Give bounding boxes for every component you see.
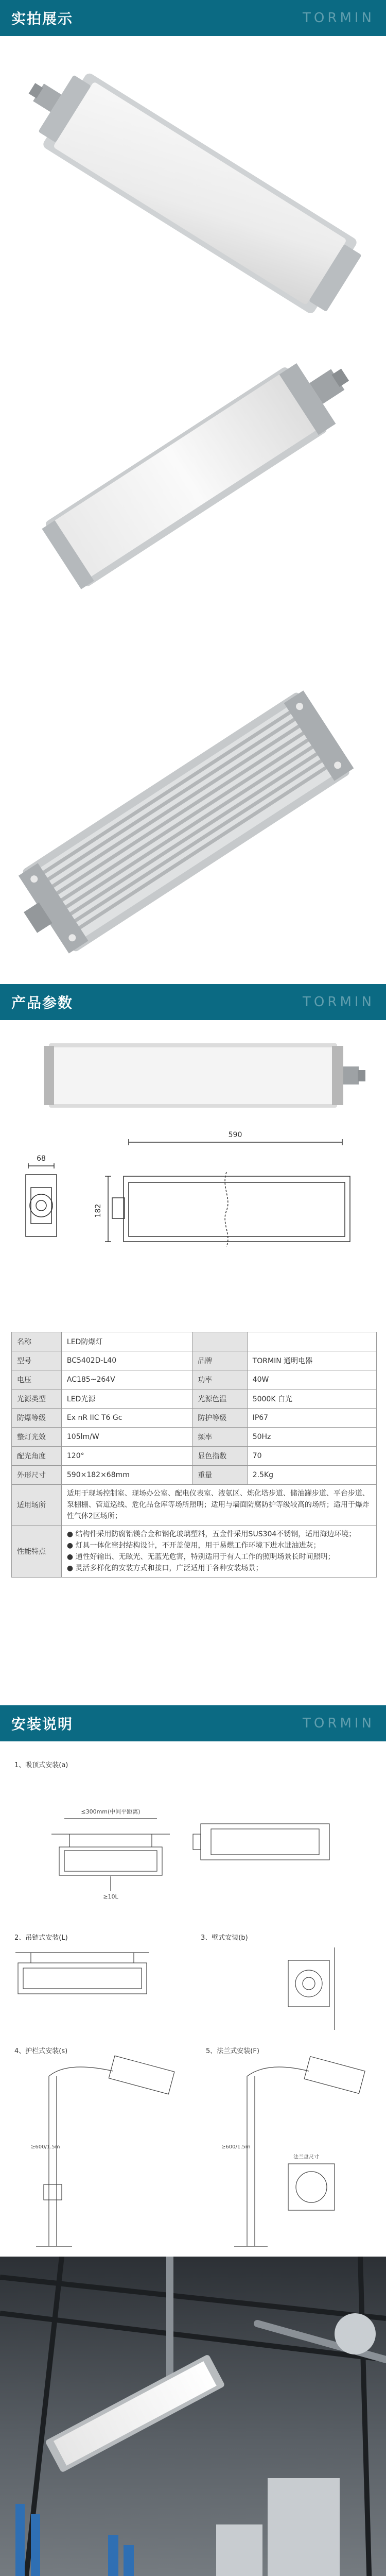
spec-label: 品牌: [192, 1351, 247, 1370]
spec-value: AC185~264V: [61, 1370, 192, 1389]
dim-label: ≤300mm(中间平距离): [81, 1808, 141, 1815]
product-photo-1: [0, 36, 386, 325]
dim-label: ≥600/1.5m: [221, 2144, 251, 2150]
spec-row: [12, 1409, 377, 1428]
feature-line: ● 灯具一体化密封结构设计，不开盖使用，用于易燃工作环境下进水进油进灰；: [66, 1541, 321, 1550]
feature-line: ● 灵活多样化的安装方式和接口，广泛适用于各种安装场景；: [66, 1564, 263, 1572]
spec-row: [12, 1389, 377, 1409]
section-header-install: [0, 1705, 386, 1741]
install-step-label: 5、法兰式安装(F): [206, 2047, 259, 2055]
spec-value: BC5402D-L40: [61, 1351, 192, 1370]
dimension-drawing: [0, 1033, 386, 1316]
lamp-image: [0, 36, 386, 325]
spec-row: [12, 1447, 377, 1466]
spec-value: 2.5Kg: [247, 1466, 376, 1485]
spec-value: [61, 1526, 376, 1578]
spec-value: 590×182×68mm: [61, 1466, 192, 1485]
spec-row: [12, 1466, 377, 1485]
spec-row-features: [12, 1526, 377, 1578]
install-step-label: 1、吸顶式安装(a): [14, 1761, 68, 1769]
factory-install-photo: [0, 2257, 386, 2576]
spec-label: 外形尺寸: [12, 1466, 62, 1485]
spec-label: 重量: [192, 1466, 247, 1485]
feature-line: ● 结构件采用防腐铝镁合金和钢化玻璃塑料，五金件采用SUS304不锈钢，适用海边环境；: [66, 1530, 356, 1538]
install-diagrams: [0, 1741, 386, 2257]
product-photo-2: [0, 325, 386, 649]
spec-label: 光源色温: [192, 1389, 247, 1409]
spec-value: 5000K 白光: [247, 1389, 376, 1409]
spec-row: [12, 1370, 377, 1389]
spec-label: 显色指数: [192, 1447, 247, 1466]
install-step-label: 2、吊链式安装(L): [14, 1934, 68, 1942]
section-title: 安装说明: [11, 1716, 74, 1733]
lamp-heatsink-image: [0, 649, 386, 974]
spec-value: [247, 1332, 376, 1351]
spec-label: 功率: [192, 1370, 247, 1389]
spec-label: 频率: [192, 1428, 247, 1447]
spec-label: 型号: [12, 1351, 62, 1370]
dim-height: 182: [94, 1204, 102, 1218]
spec-value: IP67: [247, 1409, 376, 1428]
product-photo-3: [0, 649, 386, 974]
spec-value: 70: [247, 1447, 376, 1466]
spec-value: 适用于现场控制室、现场办公室、配电仪表室、液氨区、炼化塔步道、储油罐步道、平台步道、泵棚棚、管道巡线、危化品仓库等场所照明；适用与墙面防腐防护等级较高的场所；适用于爆炸性气体2区场所；: [61, 1485, 376, 1526]
install-step-label: 3、壁式安装(b): [201, 1934, 248, 1942]
dim-length: 590: [228, 1131, 242, 1139]
spec-label: 光源类型: [12, 1389, 62, 1409]
spec-label: 电压: [12, 1370, 62, 1389]
brand-watermark: TORMIN: [303, 10, 375, 26]
spec-value: LED光源: [61, 1389, 192, 1409]
spec-value: TORMIN 通明电器: [247, 1351, 376, 1370]
spec-label: 适用场所: [12, 1485, 62, 1526]
spec-row-scope: [12, 1485, 377, 1526]
dim-label: ≥600/1.5m: [31, 2144, 60, 2150]
brand-watermark: TORMIN: [303, 1716, 375, 1731]
section-header-params: [0, 984, 386, 1020]
dim-label: ≥10L: [103, 1893, 118, 1900]
spec-table: [11, 1332, 377, 1578]
section-title: 实拍展示: [11, 10, 74, 27]
lamp-image: [0, 325, 386, 649]
section-header-real-photos: [0, 0, 386, 36]
technical-drawings: [0, 1033, 386, 1316]
feature-line: ● 通性好输出、无眩光、无蓝光危害，特别适用于有人工作的照明场景长时间照明；: [66, 1553, 335, 1561]
spec-label: [192, 1332, 247, 1351]
spec-value: 120°: [61, 1447, 192, 1466]
install-drawings: [0, 1741, 386, 2257]
spec-value: Ex nR IIC T6 Gc: [61, 1409, 192, 1428]
install-step-label: 4、护栏式安装(s): [14, 2047, 68, 2055]
spec-label: 配光角度: [12, 1447, 62, 1466]
spec-value: 50Hz: [247, 1428, 376, 1447]
spec-label: 防爆等级: [12, 1409, 62, 1428]
spec-label: 名称: [12, 1332, 62, 1351]
spec-label: 性能特点: [12, 1526, 62, 1578]
brand-watermark: TORMIN: [303, 994, 375, 1010]
spec-row: [12, 1332, 377, 1351]
spec-row: [12, 1428, 377, 1447]
dim-width: 68: [37, 1155, 46, 1163]
spec-value: 105lm/W: [61, 1428, 192, 1447]
spec-label: 防护等级: [192, 1409, 247, 1428]
spec-label: 整灯光效: [12, 1428, 62, 1447]
dim-label: 法兰盘尺寸: [293, 2155, 319, 2160]
factory-scene-image: [0, 2257, 386, 2576]
section-title: 产品参数: [11, 994, 74, 1011]
spec-value: 40W: [247, 1370, 376, 1389]
spec-row: [12, 1351, 377, 1370]
spec-value: LED防爆灯: [61, 1332, 192, 1351]
